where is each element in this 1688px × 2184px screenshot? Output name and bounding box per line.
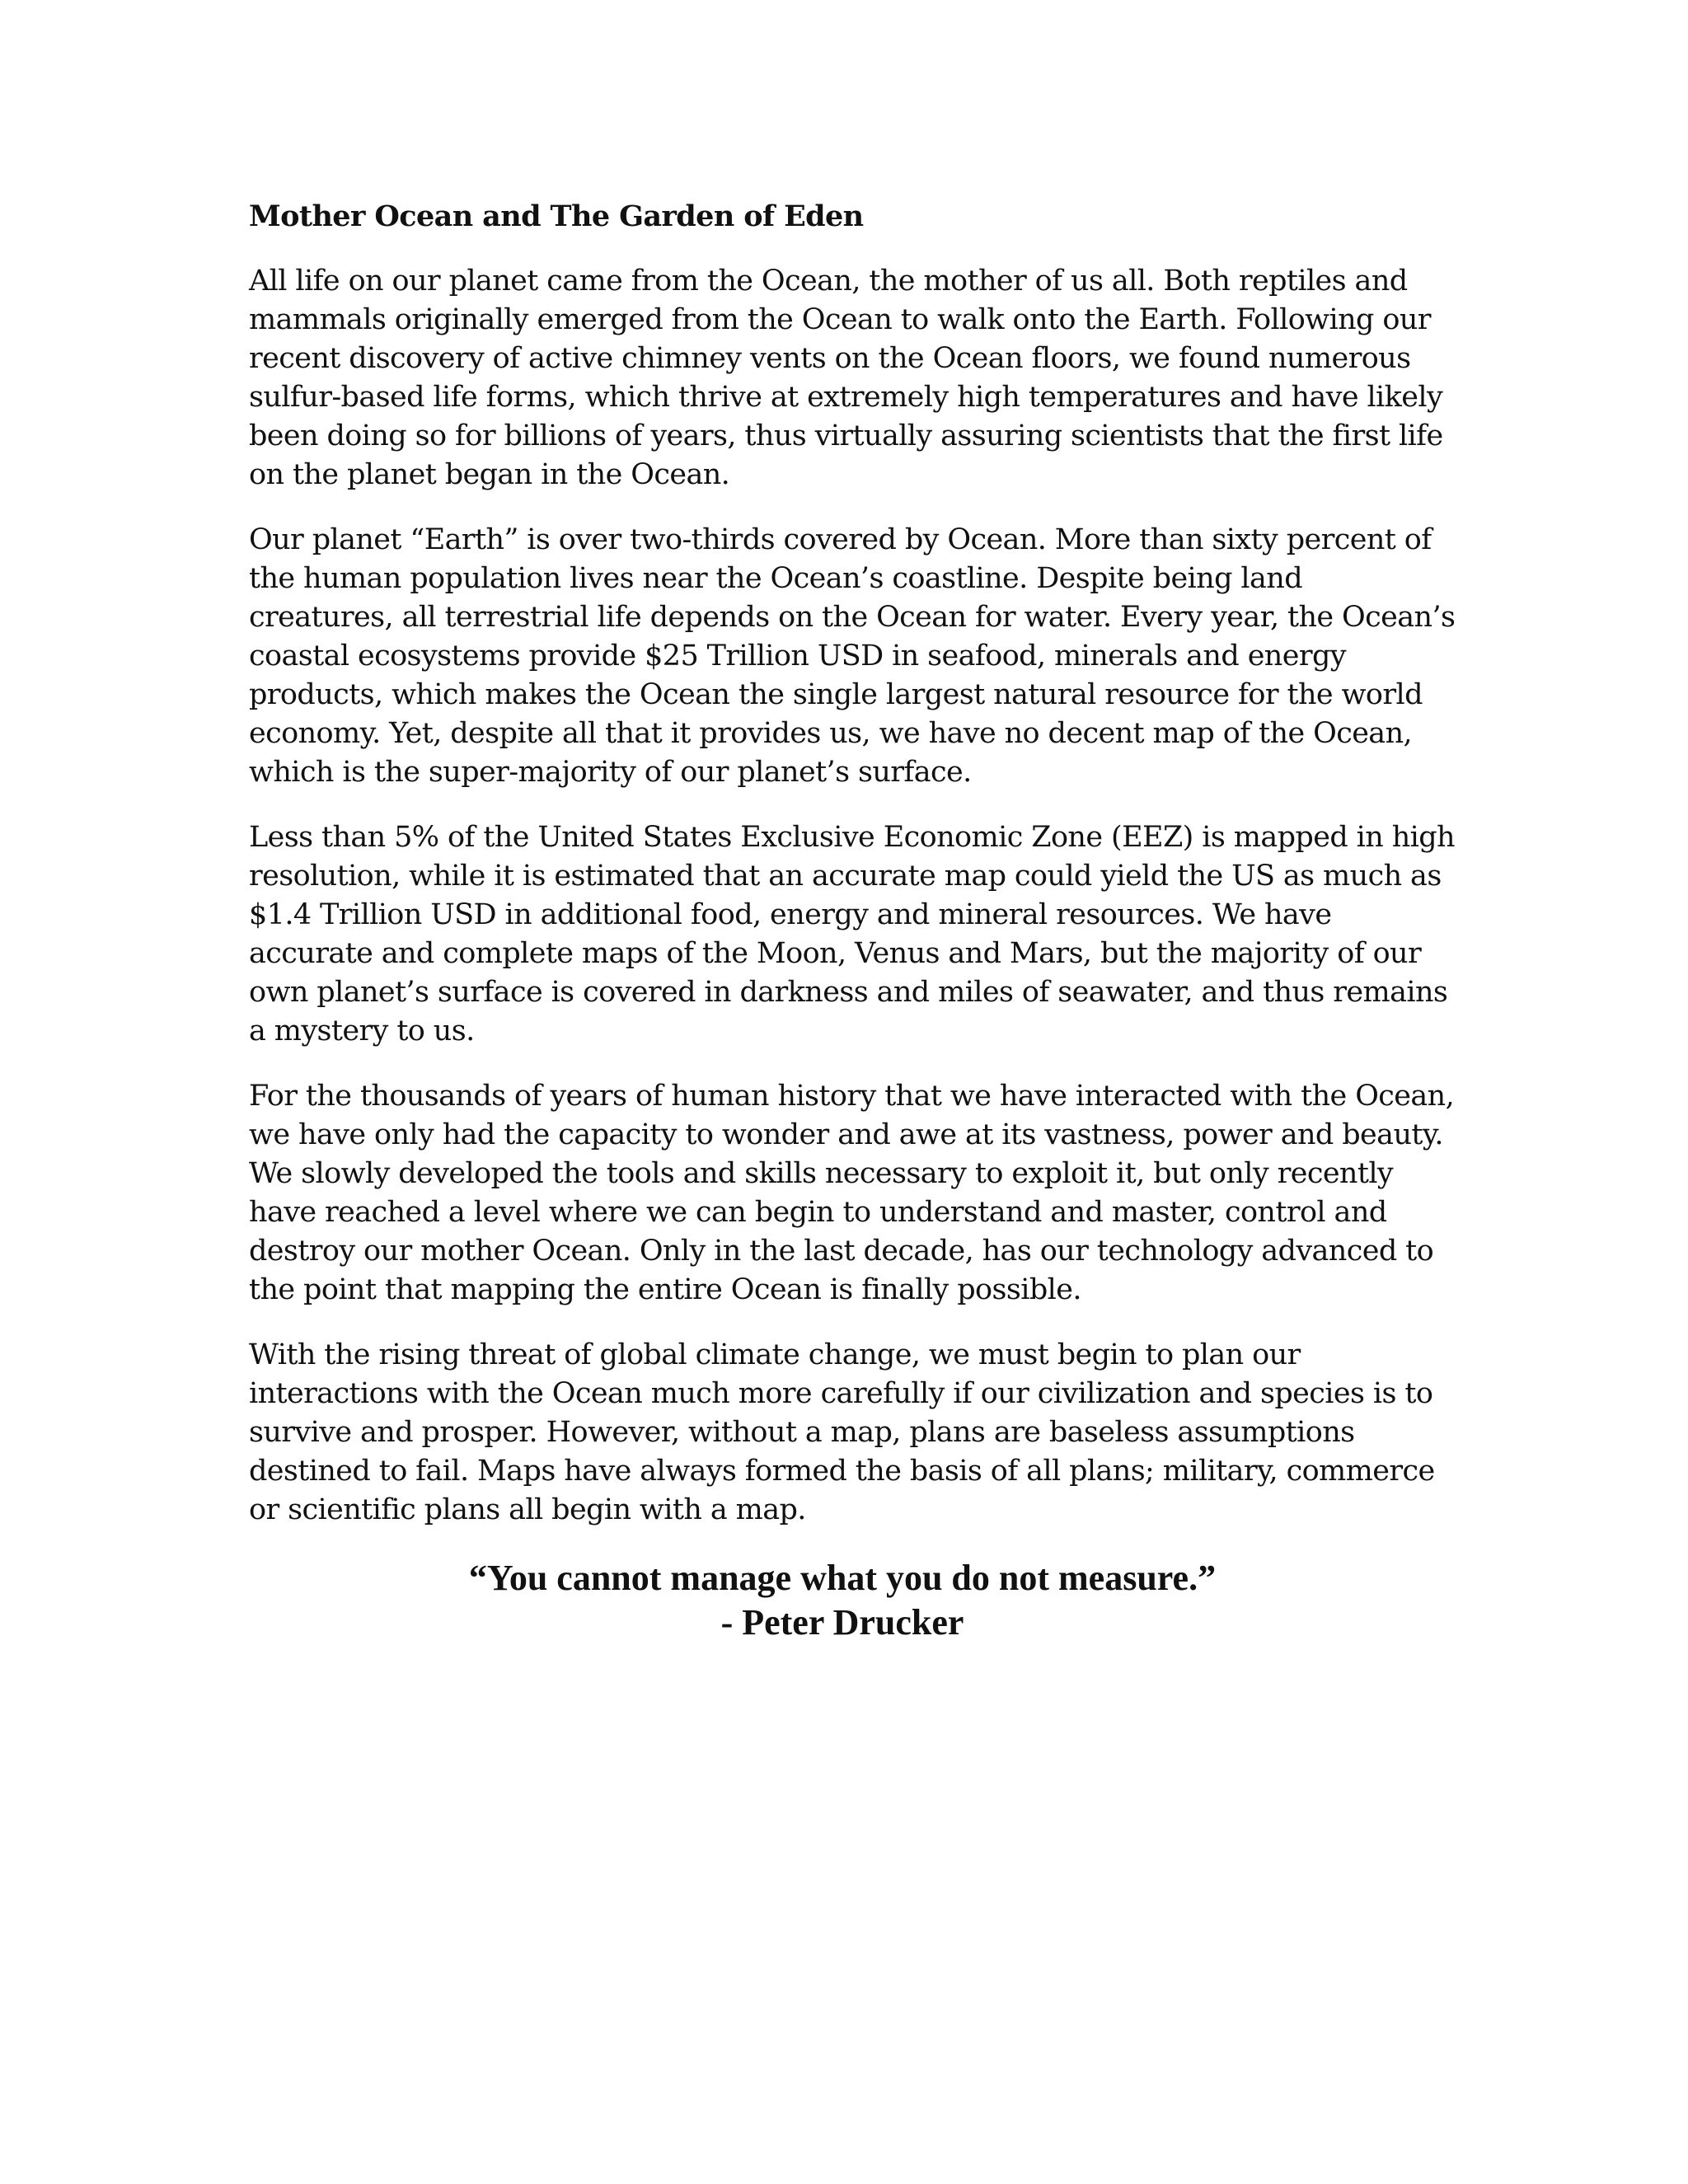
paragraph-line: which is the super-majority of our planet’s surface. xyxy=(249,756,972,789)
paragraph-line: Less than 5% of the United States Exclusive Economic Zone (EEZ) is mapped in high xyxy=(249,821,1455,854)
paragraph-line: recent discovery of active chimney vents on the Ocean floors, we found numerous xyxy=(249,342,1411,375)
paragraph-line: We slowly developed the tools and skills necessary to exploit it, but only recently xyxy=(249,1157,1394,1190)
paragraph-5 xyxy=(249,1336,1452,1530)
paragraph-line: products, which makes the Ocean the single largest natural resource for the world xyxy=(249,678,1423,711)
paragraph-2 xyxy=(249,521,1456,792)
paragraph-line: survive and prosper. However, without a map, plans are baseless assumptions xyxy=(249,1416,1355,1449)
paragraph-line: All life on our planet came from the Ocean, the mother of us all. Both reptiles and xyxy=(249,265,1408,298)
paragraph-line: $1.4 Trillion USD in additional food, energy and mineral resources. We have xyxy=(249,898,1332,931)
paragraph-line: have reached a level where we can begin to understand and master, control and xyxy=(249,1196,1387,1229)
paragraph-line: destined to fail. Maps have always formed the basis of all plans; military, commerce xyxy=(249,1455,1435,1488)
paragraph-line: own planet’s surface is covered in darkness and miles of seawater, and thus remains xyxy=(249,976,1448,1009)
document-body xyxy=(249,196,1456,1645)
quote-attribution: - Peter Drucker xyxy=(720,1602,964,1643)
paragraph-line: interactions with the Ocean much more carefully if our civilization and species is to xyxy=(249,1377,1433,1410)
quote-text: “You cannot manage what you do not measure.” xyxy=(468,1558,1217,1598)
paragraph-line: destroy our mother Ocean. Only in the last decade, has our technology advanced to xyxy=(249,1235,1434,1268)
paragraph-line: a mystery to us. xyxy=(249,1015,475,1047)
paragraph-3 xyxy=(249,818,1455,1051)
paragraph-line: creatures, all terrestrial life depends on the Ocean for water. Every year, the Ocean’s xyxy=(249,601,1456,634)
paragraph-4 xyxy=(249,1077,1455,1310)
paragraph-line: mammals originally emerged from the Ocean to walk onto the Earth. Following our xyxy=(249,303,1431,336)
paragraph-line: or scientific plans all begin with a map. xyxy=(249,1493,806,1526)
paragraph-line: coastal ecosystems provide $25 Trillion USD in seafood, minerals and energy xyxy=(249,640,1346,673)
paragraph-line: For the thousands of years of human history that we have interacted with the Ocean, xyxy=(249,1080,1455,1113)
paragraph-line: accurate and complete maps of the Moon, Venus and Mars, but the majority of our xyxy=(249,937,1422,970)
paragraph-line: been doing so for billions of years, thus virtually assuring scientists that the first life xyxy=(249,419,1443,452)
paragraph-line: Our planet “Earth” is over two-thirds covered by Ocean. More than sixty percent of xyxy=(249,523,1432,556)
document-title: Mother Ocean and The Garden of Eden xyxy=(249,199,864,233)
paragraph-line: on the planet began in the Ocean. xyxy=(249,458,730,491)
paragraph-line: With the rising threat of global climate change, we must begin to plan our xyxy=(249,1338,1301,1371)
paragraph-line: sulfur-based life forms, which thrive at extremely high temperatures and have likely xyxy=(249,381,1443,414)
pull-quote xyxy=(249,1556,1436,1645)
paragraph-line: the human population lives near the Ocean’s coastline. Despite being land xyxy=(249,562,1303,595)
paragraph-line: economy. Yet, despite all that it provides us, we have no decent map of the Ocean, xyxy=(249,717,1413,750)
paragraph-line: the point that mapping the entire Ocean is finally possible. xyxy=(249,1273,1081,1306)
paragraph-line: resolution, while it is estimated that an accurate map could yield the US as much as xyxy=(249,860,1442,893)
paragraph-line: we have only had the capacity to wonder and awe at its vastness, power and beauty. xyxy=(249,1118,1443,1151)
paragraph-1 xyxy=(249,262,1452,494)
